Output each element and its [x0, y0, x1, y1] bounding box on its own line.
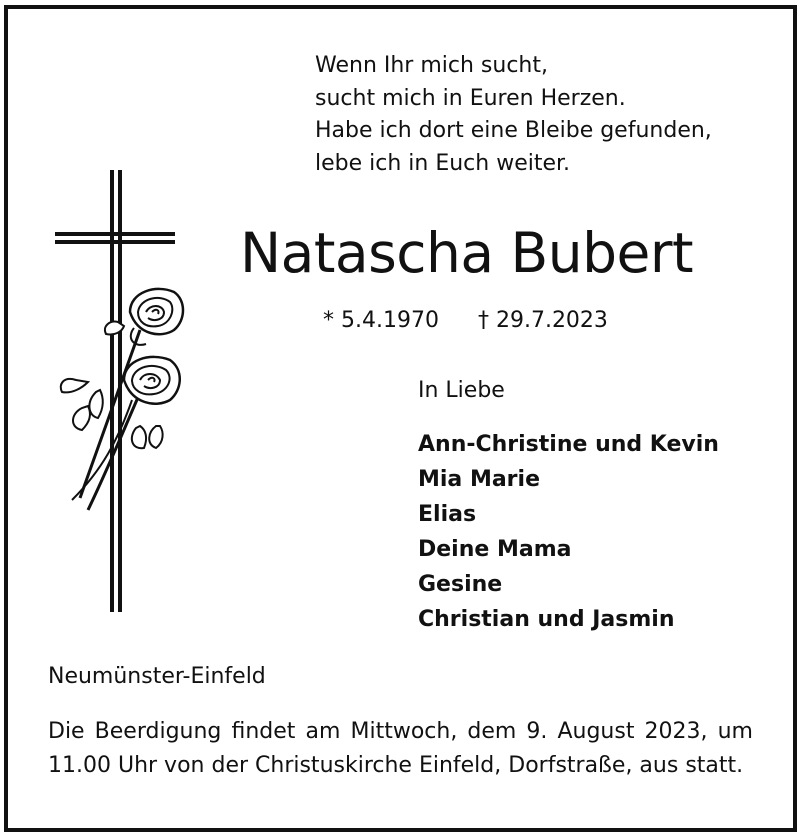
funeral-notice: Die Beerdigung findet am Mittwoch, dem 9. August 2023, um 11.00 Uhr von der Christuskirche Einfeld, Dorfstraße, aus statt.	[48, 719, 753, 778]
poem-line: lebe ich in Euch weiter.	[315, 150, 571, 176]
memorial-poem	[315, 50, 712, 180]
place-name: Neumünster-Einfeld	[48, 664, 266, 689]
cross-with-roses-icon	[52, 170, 192, 616]
family-member: Christian und Jasmin	[418, 607, 675, 632]
in-love-heading: In Liebe	[418, 378, 505, 403]
family-member: Mia Marie	[418, 467, 540, 492]
deceased-name: Natascha Bubert	[240, 221, 694, 285]
death-date: † 29.7.2023	[477, 308, 608, 333]
poem-line: sucht mich in Euren Herzen.	[315, 85, 626, 111]
birth-date: * 5.4.1970	[323, 308, 439, 333]
family-member: Ann-Christine und Kevin	[418, 432, 719, 457]
family-member: Gesine	[418, 572, 503, 597]
life-dates	[323, 306, 608, 336]
family-member: Deine Mama	[418, 537, 572, 562]
family-member: Elias	[418, 502, 477, 527]
poem-line: Habe ich dort eine Bleibe gefunden,	[315, 118, 712, 143]
family-list	[418, 427, 719, 637]
poem-line: Wenn Ihr mich sucht,	[315, 53, 548, 78]
